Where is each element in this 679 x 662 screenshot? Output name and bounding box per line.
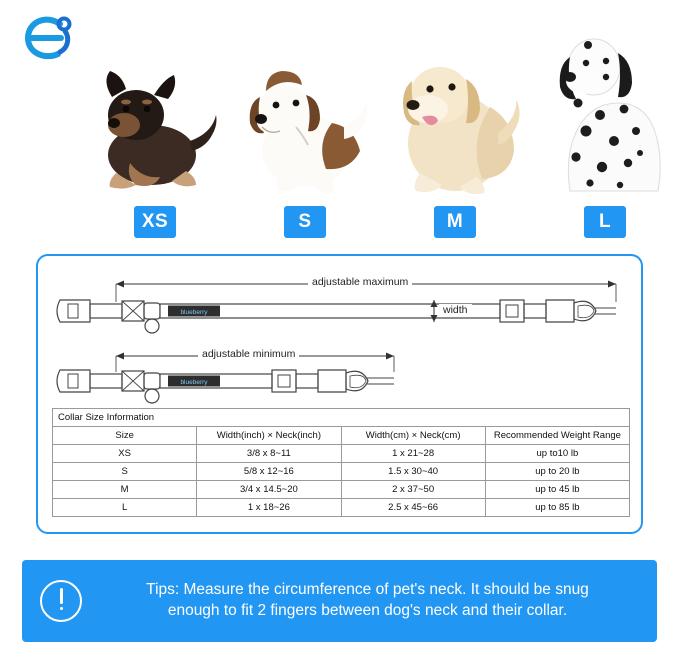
header-cm: Width(cm) × Neck(cm) — [341, 427, 485, 445]
brand-logo — [20, 10, 78, 68]
size-cell-xs — [90, 8, 220, 238]
size-badge-m: M — [434, 206, 476, 238]
dog-image-l — [540, 23, 670, 198]
width-label: width — [439, 304, 472, 316]
collar-diagram — [38, 256, 641, 404]
cell-inch: 3/8 x 8~11 — [197, 445, 341, 463]
cell-cm: 2 x 37~50 — [341, 481, 485, 499]
svg-text:blueberry: blueberry — [180, 309, 208, 316]
cell-inch: 1 x 18~26 — [197, 499, 341, 517]
table-header-row — [53, 427, 630, 445]
size-cell-s — [240, 8, 370, 238]
size-cell-m — [390, 8, 520, 238]
cell-size: M — [53, 481, 197, 499]
tips-banner — [22, 560, 657, 642]
table-row — [53, 499, 630, 517]
tips-line-2: enough to fit 2 fingers between dog's neck and their collar. — [167, 602, 568, 619]
cell-weight: up to 85 lb — [485, 499, 629, 517]
header-inch: Width(inch) × Neck(inch) — [197, 427, 341, 445]
cell-size: S — [53, 463, 197, 481]
adjustable-maximum-label: adjustable maximum — [308, 276, 412, 288]
table-title: Collar Size Information — [53, 409, 630, 427]
exclamation-circle-icon — [40, 580, 82, 622]
svg-text:blueberry: blueberry — [180, 379, 208, 386]
cell-cm: 1 x 21~28 — [341, 445, 485, 463]
table-row — [53, 481, 630, 499]
adjustable-minimum-label: adjustable minimum — [198, 348, 299, 360]
size-cell-l — [540, 8, 670, 238]
table-title-row — [53, 409, 630, 427]
cell-cm: 1.5 x 30~40 — [341, 463, 485, 481]
cell-weight: up to10 lb — [485, 445, 629, 463]
cell-inch: 5/8 x 12~16 — [197, 463, 341, 481]
cell-inch: 3/4 x 14.5~20 — [197, 481, 341, 499]
cell-size: L — [53, 499, 197, 517]
header-size: Size — [53, 427, 197, 445]
collar-size-panel — [36, 254, 643, 534]
tips-line-1: Tips: Measure the circumference of pet's neck. It should be snug — [146, 581, 589, 599]
tips-text — [96, 580, 639, 622]
cell-size: XS — [53, 445, 197, 463]
cell-weight: up to 45 lb — [485, 481, 629, 499]
cell-weight: up to 20 lb — [485, 463, 629, 481]
table-row — [53, 463, 630, 481]
dog-image-m — [390, 23, 520, 198]
dog-image-xs — [90, 23, 220, 198]
collar-size-table — [52, 408, 630, 517]
size-badge-xs: XS — [134, 206, 176, 238]
size-badge-l: L — [584, 206, 626, 238]
dog-size-row — [90, 8, 670, 238]
header-weight: Recommended Weight Range — [485, 427, 629, 445]
dog-image-s — [240, 23, 370, 198]
table-row — [53, 445, 630, 463]
size-badge-s: S — [284, 206, 326, 238]
cell-cm: 2.5 x 45~66 — [341, 499, 485, 517]
